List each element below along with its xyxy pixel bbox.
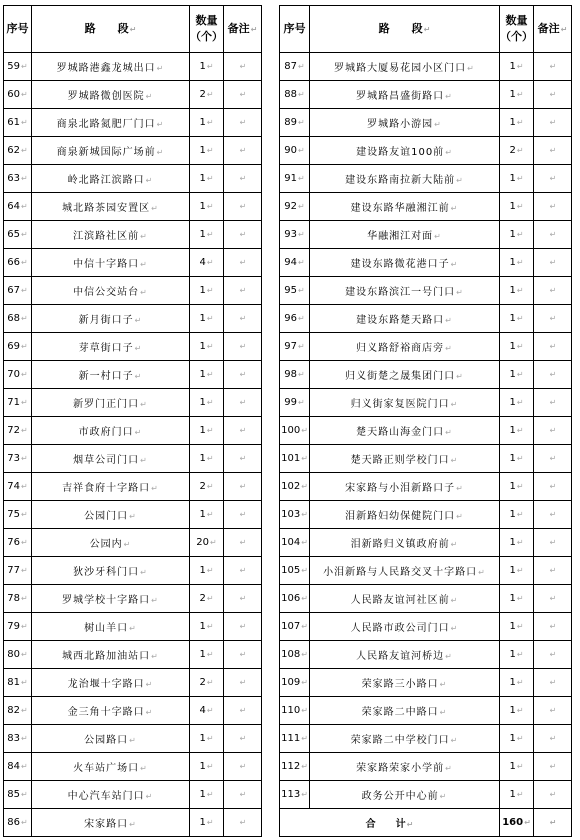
table-row bbox=[280, 753, 572, 781]
road-cell: 树山羊口↵ bbox=[32, 613, 190, 641]
total-label: 合 计↵ bbox=[280, 809, 500, 837]
road-table-left bbox=[3, 5, 262, 837]
table-row bbox=[4, 781, 262, 809]
table-row bbox=[4, 445, 262, 473]
note-cell: ↵ bbox=[534, 305, 572, 333]
seq-cell: 94↵ bbox=[280, 249, 310, 277]
table-row bbox=[4, 753, 262, 781]
table-row bbox=[280, 389, 572, 417]
qty-cell: 1↵ bbox=[500, 249, 534, 277]
seq-cell: 106↵ bbox=[280, 585, 310, 613]
note-cell: ↵ bbox=[224, 585, 262, 613]
qty-cell: 2↵ bbox=[190, 473, 224, 501]
road-cell: 公园内↵ bbox=[32, 529, 190, 557]
seq-cell: 96↵ bbox=[280, 305, 310, 333]
table-row bbox=[4, 305, 262, 333]
road-cell: 罗城路小游园↵ bbox=[310, 109, 500, 137]
seq-cell: 67↵ bbox=[4, 277, 32, 305]
table-row bbox=[280, 361, 572, 389]
table-header bbox=[4, 6, 262, 53]
road-cell: 新罗门正门口↵ bbox=[32, 389, 190, 417]
note-cell: ↵ bbox=[224, 249, 262, 277]
road-cell: 建设东路华融湘江前↵ bbox=[310, 193, 500, 221]
seq-cell: 76↵ bbox=[4, 529, 32, 557]
note-cell: ↵ bbox=[224, 641, 262, 669]
table-row bbox=[4, 557, 262, 585]
seq-cell: 72↵ bbox=[4, 417, 32, 445]
seq-cell: 79↵ bbox=[4, 613, 32, 641]
qty-cell: 1↵ bbox=[190, 193, 224, 221]
table-row bbox=[4, 333, 262, 361]
table-row bbox=[4, 585, 262, 613]
qty-cell: 1↵ bbox=[500, 445, 534, 473]
road-cell: 人民路市政公司门口↵ bbox=[310, 613, 500, 641]
note-cell: ↵ bbox=[534, 389, 572, 417]
seq-cell: 110↵ bbox=[280, 697, 310, 725]
table-row bbox=[4, 417, 262, 445]
note-cell: ↵ bbox=[534, 501, 572, 529]
qty-cell: 1↵ bbox=[500, 641, 534, 669]
note-cell: ↵ bbox=[224, 725, 262, 753]
road-cell: 建设路友谊100前↵ bbox=[310, 137, 500, 165]
seq-cell: 68↵ bbox=[4, 305, 32, 333]
qty-cell: 2↵ bbox=[190, 81, 224, 109]
header-road: 路 段↵ bbox=[32, 6, 190, 53]
seq-cell: 77↵ bbox=[4, 557, 32, 585]
note-cell: ↵ bbox=[224, 697, 262, 725]
table-row bbox=[280, 781, 572, 809]
note-cell: ↵ bbox=[534, 221, 572, 249]
table-row bbox=[4, 361, 262, 389]
seq-cell: 60↵ bbox=[4, 81, 32, 109]
road-cell: 吉祥食府十字路口↵ bbox=[32, 473, 190, 501]
qty-cell: 1↵ bbox=[500, 557, 534, 585]
table-row bbox=[280, 333, 572, 361]
note-cell: ↵ bbox=[224, 529, 262, 557]
road-cell: 江滨路社区前↵ bbox=[32, 221, 190, 249]
note-cell: ↵ bbox=[534, 137, 572, 165]
table-row bbox=[280, 305, 572, 333]
road-cell: 建设东路滨江一号门口↵ bbox=[310, 277, 500, 305]
header-qty: 数量 （个） bbox=[190, 6, 224, 53]
road-cell: 宋家路口↵ bbox=[32, 809, 190, 837]
qty-cell: 1↵ bbox=[500, 165, 534, 193]
road-cell: 罗城路微创医院↵ bbox=[32, 81, 190, 109]
road-cell: 荣家路荣家小学前↵ bbox=[310, 753, 500, 781]
qty-cell: 1↵ bbox=[500, 361, 534, 389]
seq-cell: 107↵ bbox=[280, 613, 310, 641]
header-qty: 数量 （个） bbox=[500, 6, 534, 53]
seq-cell: 105↵ bbox=[280, 557, 310, 585]
note-cell: ↵ bbox=[534, 277, 572, 305]
table-row bbox=[280, 725, 572, 753]
road-cell: 华融湘江对面↵ bbox=[310, 221, 500, 249]
note-cell: ↵ bbox=[224, 417, 262, 445]
seq-cell: 87↵ bbox=[280, 53, 310, 81]
road-cell: 归义街家复医院门口↵ bbox=[310, 389, 500, 417]
qty-cell: 1↵ bbox=[500, 669, 534, 697]
seq-cell: 73↵ bbox=[4, 445, 32, 473]
qty-cell: 1↵ bbox=[190, 361, 224, 389]
table-row bbox=[4, 529, 262, 557]
table-row bbox=[4, 137, 262, 165]
qty-cell: 1↵ bbox=[500, 417, 534, 445]
table-row bbox=[4, 277, 262, 305]
table-row bbox=[4, 109, 262, 137]
qty-cell: 1↵ bbox=[190, 417, 224, 445]
note-cell: ↵ bbox=[534, 697, 572, 725]
qty-cell: 2↵ bbox=[190, 585, 224, 613]
note-cell: ↵ bbox=[224, 333, 262, 361]
note-cell: ↵ bbox=[224, 193, 262, 221]
qty-cell: 1↵ bbox=[190, 753, 224, 781]
seq-cell: 75↵ bbox=[4, 501, 32, 529]
note-cell: ↵ bbox=[224, 445, 262, 473]
seq-cell: 80↵ bbox=[4, 641, 32, 669]
qty-cell: 1↵ bbox=[190, 725, 224, 753]
qty-cell: 1↵ bbox=[500, 389, 534, 417]
note-cell: ↵ bbox=[224, 613, 262, 641]
qty-cell: 1↵ bbox=[190, 305, 224, 333]
table-row bbox=[4, 501, 262, 529]
road-cell: 小泪新路与人民路交叉十字路口↵ bbox=[310, 557, 500, 585]
note-cell: ↵ bbox=[224, 221, 262, 249]
road-cell: 公园门口↵ bbox=[32, 501, 190, 529]
qty-cell: 1↵ bbox=[190, 641, 224, 669]
qty-cell: 1↵ bbox=[500, 305, 534, 333]
note-cell: ↵ bbox=[224, 137, 262, 165]
table-row bbox=[280, 697, 572, 725]
road-cell: 狄沙牙科门口↵ bbox=[32, 557, 190, 585]
seq-cell: 90↵ bbox=[280, 137, 310, 165]
qty-cell: 2↵ bbox=[190, 669, 224, 697]
qty-cell: 1↵ bbox=[500, 501, 534, 529]
road-cell: 楚天路正则学校门口↵ bbox=[310, 445, 500, 473]
table-row bbox=[280, 529, 572, 557]
qty-cell: 1↵ bbox=[190, 781, 224, 809]
seq-cell: 83↵ bbox=[4, 725, 32, 753]
road-cell: 荣家路二中路口↵ bbox=[310, 697, 500, 725]
road-cell: 建设东路楚天路口↵ bbox=[310, 305, 500, 333]
road-cell: 人民路友谊河社区前↵ bbox=[310, 585, 500, 613]
seq-cell: 85↵ bbox=[4, 781, 32, 809]
seq-cell: 61↵ bbox=[4, 109, 32, 137]
total-note: ↵ bbox=[534, 809, 572, 837]
seq-cell: 91↵ bbox=[280, 165, 310, 193]
qty-cell: 1↵ bbox=[190, 137, 224, 165]
road-cell: 商泉新城国际广场前↵ bbox=[32, 137, 190, 165]
seq-cell: 59↵ bbox=[4, 53, 32, 81]
qty-cell: 1↵ bbox=[500, 613, 534, 641]
column-gap bbox=[263, 5, 277, 835]
qty-cell: 1↵ bbox=[500, 109, 534, 137]
table-header bbox=[280, 6, 572, 53]
road-cell: 建设东路南拉新大陆前↵ bbox=[310, 165, 500, 193]
note-cell: ↵ bbox=[534, 109, 572, 137]
table-row bbox=[4, 81, 262, 109]
note-cell: ↵ bbox=[224, 809, 262, 837]
road-cell: 火车站广场口↵ bbox=[32, 753, 190, 781]
qty-cell: 1↵ bbox=[190, 277, 224, 305]
seq-cell: 74↵ bbox=[4, 473, 32, 501]
seq-cell: 92↵ bbox=[280, 193, 310, 221]
note-cell: ↵ bbox=[534, 641, 572, 669]
seq-cell: 108↵ bbox=[280, 641, 310, 669]
road-cell: 金三角十字路口↵ bbox=[32, 697, 190, 725]
qty-cell: 1↵ bbox=[500, 781, 534, 809]
qty-cell: 1↵ bbox=[190, 109, 224, 137]
qty-cell: 1↵ bbox=[500, 333, 534, 361]
qty-cell: 2↵ bbox=[500, 137, 534, 165]
seq-cell: 104↵ bbox=[280, 529, 310, 557]
table-row bbox=[4, 473, 262, 501]
seq-cell: 84↵ bbox=[4, 753, 32, 781]
table-row bbox=[280, 165, 572, 193]
seq-cell: 111↵ bbox=[280, 725, 310, 753]
road-cell: 龙治堰十字路口↵ bbox=[32, 669, 190, 697]
qty-cell: 1↵ bbox=[190, 221, 224, 249]
seq-cell: 100↵ bbox=[280, 417, 310, 445]
table-row bbox=[280, 137, 572, 165]
table-row bbox=[4, 249, 262, 277]
seq-cell: 66↵ bbox=[4, 249, 32, 277]
qty-cell: 1↵ bbox=[500, 277, 534, 305]
total-qty: 160↵ bbox=[500, 809, 534, 837]
seq-cell: 95↵ bbox=[280, 277, 310, 305]
seq-cell: 109↵ bbox=[280, 669, 310, 697]
qty-cell: 4↵ bbox=[190, 249, 224, 277]
seq-cell: 65↵ bbox=[4, 221, 32, 249]
road-cell: 建设东路微花港口子↵ bbox=[310, 249, 500, 277]
note-cell: ↵ bbox=[534, 361, 572, 389]
table-row bbox=[280, 249, 572, 277]
road-cell: 芽草街口子↵ bbox=[32, 333, 190, 361]
note-cell: ↵ bbox=[224, 753, 262, 781]
seq-cell: 88↵ bbox=[280, 81, 310, 109]
road-cell: 政务公开中心前↵ bbox=[310, 781, 500, 809]
road-table-right bbox=[279, 5, 572, 837]
qty-cell: 1↵ bbox=[500, 193, 534, 221]
table-row bbox=[4, 725, 262, 753]
seq-cell: 70↵ bbox=[4, 361, 32, 389]
table-row bbox=[280, 445, 572, 473]
note-cell: ↵ bbox=[534, 53, 572, 81]
note-cell: ↵ bbox=[534, 585, 572, 613]
road-cell: 中心汽车站门口↵ bbox=[32, 781, 190, 809]
note-cell: ↵ bbox=[224, 361, 262, 389]
note-cell: ↵ bbox=[534, 781, 572, 809]
note-cell: ↵ bbox=[534, 613, 572, 641]
table-row bbox=[280, 501, 572, 529]
road-cell: 罗城路大厦易花园小区门口↵ bbox=[310, 53, 500, 81]
qty-cell: 1↵ bbox=[190, 389, 224, 417]
road-cell: 中信公交站台↵ bbox=[32, 277, 190, 305]
note-cell: ↵ bbox=[224, 53, 262, 81]
note-cell: ↵ bbox=[224, 389, 262, 417]
road-cell: 罗城路昌盛街路口↵ bbox=[310, 81, 500, 109]
road-cell: 商泉北路氮肥厂门口↵ bbox=[32, 109, 190, 137]
header-note: 备注↵ bbox=[224, 6, 262, 53]
seq-cell: 112↵ bbox=[280, 753, 310, 781]
table-row bbox=[4, 221, 262, 249]
table-row bbox=[4, 389, 262, 417]
table-row bbox=[280, 557, 572, 585]
table-row bbox=[280, 81, 572, 109]
table-row bbox=[4, 53, 262, 81]
table-row bbox=[280, 277, 572, 305]
road-cell: 烟草公司门口↵ bbox=[32, 445, 190, 473]
note-cell: ↵ bbox=[534, 529, 572, 557]
qty-cell: 1↵ bbox=[190, 809, 224, 837]
note-cell: ↵ bbox=[534, 669, 572, 697]
road-cell: 城西北路加油站口↵ bbox=[32, 641, 190, 669]
table-row bbox=[4, 697, 262, 725]
qty-cell: 1↵ bbox=[500, 753, 534, 781]
road-cell: 岭北路江滨路口↵ bbox=[32, 165, 190, 193]
seq-cell: 63↵ bbox=[4, 165, 32, 193]
qty-cell: 1↵ bbox=[190, 165, 224, 193]
road-cell: 归义街楚之晟集团门口↵ bbox=[310, 361, 500, 389]
table-row bbox=[280, 613, 572, 641]
qty-cell: 1↵ bbox=[500, 81, 534, 109]
road-cell: 泪新路归义镇政府前↵ bbox=[310, 529, 500, 557]
qty-cell: 1↵ bbox=[500, 221, 534, 249]
note-cell: ↵ bbox=[224, 305, 262, 333]
road-cell: 中信十字路口↵ bbox=[32, 249, 190, 277]
table-row bbox=[4, 165, 262, 193]
seq-cell: 86↵ bbox=[4, 809, 32, 837]
seq-cell: 113↵ bbox=[280, 781, 310, 809]
header-note: 备注↵ bbox=[534, 6, 572, 53]
note-cell: ↵ bbox=[224, 501, 262, 529]
total-row bbox=[280, 809, 572, 837]
road-cell: 罗城路港鑫龙城出口↵ bbox=[32, 53, 190, 81]
seq-cell: 89↵ bbox=[280, 109, 310, 137]
qty-cell: 1↵ bbox=[190, 333, 224, 361]
note-cell: ↵ bbox=[224, 557, 262, 585]
seq-cell: 93↵ bbox=[280, 221, 310, 249]
table-row bbox=[280, 417, 572, 445]
seq-cell: 69↵ bbox=[4, 333, 32, 361]
road-cell: 楚天路山海金门口↵ bbox=[310, 417, 500, 445]
table-row bbox=[4, 193, 262, 221]
road-cell: 人民路友谊河桥边↵ bbox=[310, 641, 500, 669]
qty-cell: 1↵ bbox=[190, 445, 224, 473]
qty-cell: 1↵ bbox=[500, 585, 534, 613]
road-cell: 公园路口↵ bbox=[32, 725, 190, 753]
qty-cell: 20↵ bbox=[190, 529, 224, 557]
table-row bbox=[280, 473, 572, 501]
seq-cell: 78↵ bbox=[4, 585, 32, 613]
header-road: 路 段↵ bbox=[310, 6, 500, 53]
seq-cell: 97↵ bbox=[280, 333, 310, 361]
seq-cell: 82↵ bbox=[4, 697, 32, 725]
qty-cell: 1↵ bbox=[500, 53, 534, 81]
road-cell: 市政府门口↵ bbox=[32, 417, 190, 445]
note-cell: ↵ bbox=[534, 165, 572, 193]
note-cell: ↵ bbox=[224, 81, 262, 109]
note-cell: ↵ bbox=[224, 109, 262, 137]
road-cell: 荣家路三小路口↵ bbox=[310, 669, 500, 697]
road-cell: 城北路茶园安置区↵ bbox=[32, 193, 190, 221]
qty-cell: 1↵ bbox=[500, 697, 534, 725]
qty-cell: 1↵ bbox=[190, 613, 224, 641]
table-row bbox=[4, 669, 262, 697]
note-cell: ↵ bbox=[534, 249, 572, 277]
road-cell: 归义路舒裕商店旁↵ bbox=[310, 333, 500, 361]
note-cell: ↵ bbox=[224, 277, 262, 305]
road-cell: 罗城学校十字路口↵ bbox=[32, 585, 190, 613]
note-cell: ↵ bbox=[224, 473, 262, 501]
qty-cell: 1↵ bbox=[190, 557, 224, 585]
road-cell: 荣家路二中学校门口↵ bbox=[310, 725, 500, 753]
seq-cell: 64↵ bbox=[4, 193, 32, 221]
table-row bbox=[280, 109, 572, 137]
qty-cell: 1↵ bbox=[500, 473, 534, 501]
note-cell: ↵ bbox=[534, 473, 572, 501]
seq-cell: 81↵ bbox=[4, 669, 32, 697]
road-cell: 新月街口子↵ bbox=[32, 305, 190, 333]
qty-cell: 1↵ bbox=[500, 725, 534, 753]
qty-cell: 1↵ bbox=[500, 529, 534, 557]
qty-cell: 4↵ bbox=[190, 697, 224, 725]
note-cell: ↵ bbox=[534, 193, 572, 221]
qty-cell: 1↵ bbox=[190, 53, 224, 81]
seq-cell: 99↵ bbox=[280, 389, 310, 417]
note-cell: ↵ bbox=[534, 725, 572, 753]
note-cell: ↵ bbox=[534, 81, 572, 109]
seq-cell: 102↵ bbox=[280, 473, 310, 501]
table-row bbox=[280, 53, 572, 81]
note-cell: ↵ bbox=[224, 669, 262, 697]
table-row bbox=[280, 641, 572, 669]
note-cell: ↵ bbox=[224, 781, 262, 809]
table-row bbox=[280, 193, 572, 221]
road-cell: 宋家路与小泪新路口子↵ bbox=[310, 473, 500, 501]
table-row bbox=[4, 613, 262, 641]
seq-cell: 71↵ bbox=[4, 389, 32, 417]
seq-cell: 98↵ bbox=[280, 361, 310, 389]
table-row bbox=[280, 585, 572, 613]
note-cell: ↵ bbox=[224, 165, 262, 193]
header-seq: 序号 bbox=[4, 6, 32, 53]
table-row bbox=[280, 669, 572, 697]
road-cell: 新一村口子↵ bbox=[32, 361, 190, 389]
note-cell: ↵ bbox=[534, 333, 572, 361]
seq-cell: 103↵ bbox=[280, 501, 310, 529]
note-cell: ↵ bbox=[534, 557, 572, 585]
seq-cell: 62↵ bbox=[4, 137, 32, 165]
note-cell: ↵ bbox=[534, 445, 572, 473]
road-cell: 泪新路妇幼保健院门口↵ bbox=[310, 501, 500, 529]
header-seq: 序号 bbox=[280, 6, 310, 53]
note-cell: ↵ bbox=[534, 417, 572, 445]
table-row bbox=[280, 221, 572, 249]
table-row bbox=[4, 809, 262, 837]
note-cell: ↵ bbox=[534, 753, 572, 781]
seq-cell: 101↵ bbox=[280, 445, 310, 473]
qty-cell: 1↵ bbox=[190, 501, 224, 529]
table-row bbox=[4, 641, 262, 669]
